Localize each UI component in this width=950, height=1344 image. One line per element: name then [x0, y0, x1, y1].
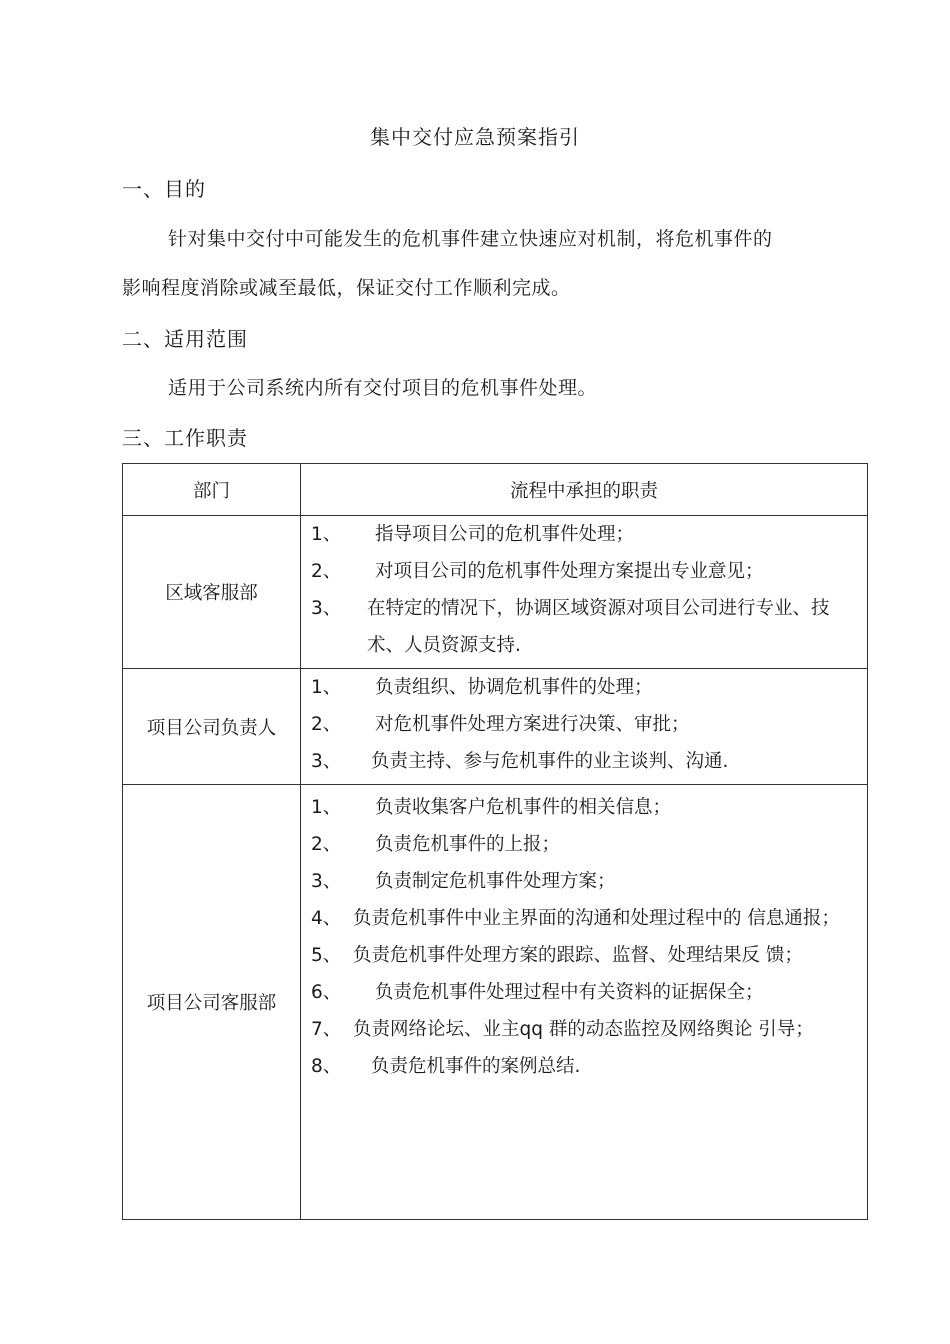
- resp-cell: [301, 516, 868, 669]
- resp-item: [311, 743, 867, 780]
- item-text: 负责危机事件中业主界面的沟通和处理过程中的 信息通报；: [353, 908, 840, 929]
- item-text: 对危机事件处理方案进行决策、审批；: [375, 714, 690, 735]
- table-header-row: [123, 464, 868, 516]
- header-resp: 流程中承担的职责: [301, 464, 868, 516]
- item-number: 1、: [311, 797, 342, 818]
- document-title: 集中交付应急预案指引: [370, 125, 580, 149]
- item-number: 6、: [311, 982, 342, 1003]
- item-number: 1、: [311, 677, 342, 698]
- section-heading-scope: 二、适用范围: [122, 327, 248, 351]
- item-number: 1、: [311, 524, 342, 545]
- item-number: 2、: [311, 834, 342, 855]
- item-number: 5、: [311, 945, 342, 966]
- resp-item: [311, 553, 867, 590]
- dept-cell: 区域客服部: [123, 516, 301, 669]
- table-row: [123, 785, 868, 1220]
- item-number: 2、: [311, 714, 342, 735]
- item-text: 负责收集客户危机事件的相关信息；: [375, 797, 672, 818]
- dept-cell: 项目公司客服部: [123, 785, 301, 1220]
- item-text: 负责主持、参与危机事件的业主谈判、沟通.: [371, 751, 729, 772]
- table-row: [123, 516, 868, 669]
- item-number: 8、: [311, 1056, 342, 1077]
- resp-item: [311, 826, 867, 863]
- purpose-paragraph-line1: 针对集中交付中可能发生的危机事件建立快速应对机制，将危机事件的: [168, 228, 773, 250]
- item-text: 在特定的情况下，协调区域资源对项目公司进行专业、技术、人员资源支持.: [367, 598, 830, 656]
- resp-item: [311, 706, 867, 743]
- item-number: 4、: [311, 908, 342, 929]
- resp-item: [311, 937, 867, 974]
- item-number: 3、: [311, 598, 342, 619]
- item-text: 负责制定危机事件处理方案；: [375, 871, 616, 892]
- scope-paragraph: 适用于公司系统内所有交付项目的危机事件处理。: [168, 377, 598, 399]
- item-number: 2、: [311, 561, 342, 582]
- resp-item: [311, 863, 867, 900]
- resp-item: [311, 590, 867, 664]
- resp-cell: [301, 785, 868, 1220]
- table-row: [123, 669, 868, 785]
- resp-item: [311, 974, 867, 1011]
- item-text: 对项目公司的危机事件处理方案提出专业意见；: [375, 561, 764, 582]
- item-text: 负责危机事件的案例总结.: [371, 1056, 581, 1077]
- dept-cell: 项目公司负责人: [123, 669, 301, 785]
- item-text: 负责网络论坛、业主qq 群的动态监控及网络舆论 引导；: [353, 1019, 814, 1040]
- resp-item: [311, 900, 867, 937]
- resp-item: [311, 516, 867, 553]
- section-heading-duties: 三、工作职责: [122, 426, 248, 450]
- purpose-paragraph-line2: 影响程度消除或减至最低，保证交付工作顺利完成。: [122, 277, 571, 299]
- item-text: 负责危机事件处理过程中有关资料的证据保全；: [375, 982, 764, 1003]
- resp-cell: [301, 669, 868, 785]
- item-number: 3、: [311, 871, 342, 892]
- item-text: 负责危机事件的上报；: [375, 834, 561, 855]
- resp-item: [311, 1011, 867, 1048]
- section-heading-purpose: 一、目的: [122, 177, 206, 201]
- resp-item: [311, 789, 867, 826]
- item-number: 3、: [311, 751, 342, 772]
- resp-item: [311, 669, 867, 706]
- item-number: 7、: [311, 1019, 342, 1040]
- item-text: 负责危机事件处理方案的跟踪、监督、处理结果反 馈；: [353, 945, 803, 966]
- item-text: 负责组织、协调危机事件的处理；: [375, 677, 653, 698]
- item-text: 指导项目公司的危机事件处理；: [375, 524, 635, 545]
- resp-item: [311, 1048, 867, 1085]
- header-dept: 部门: [123, 464, 301, 516]
- duties-table: [122, 463, 868, 1220]
